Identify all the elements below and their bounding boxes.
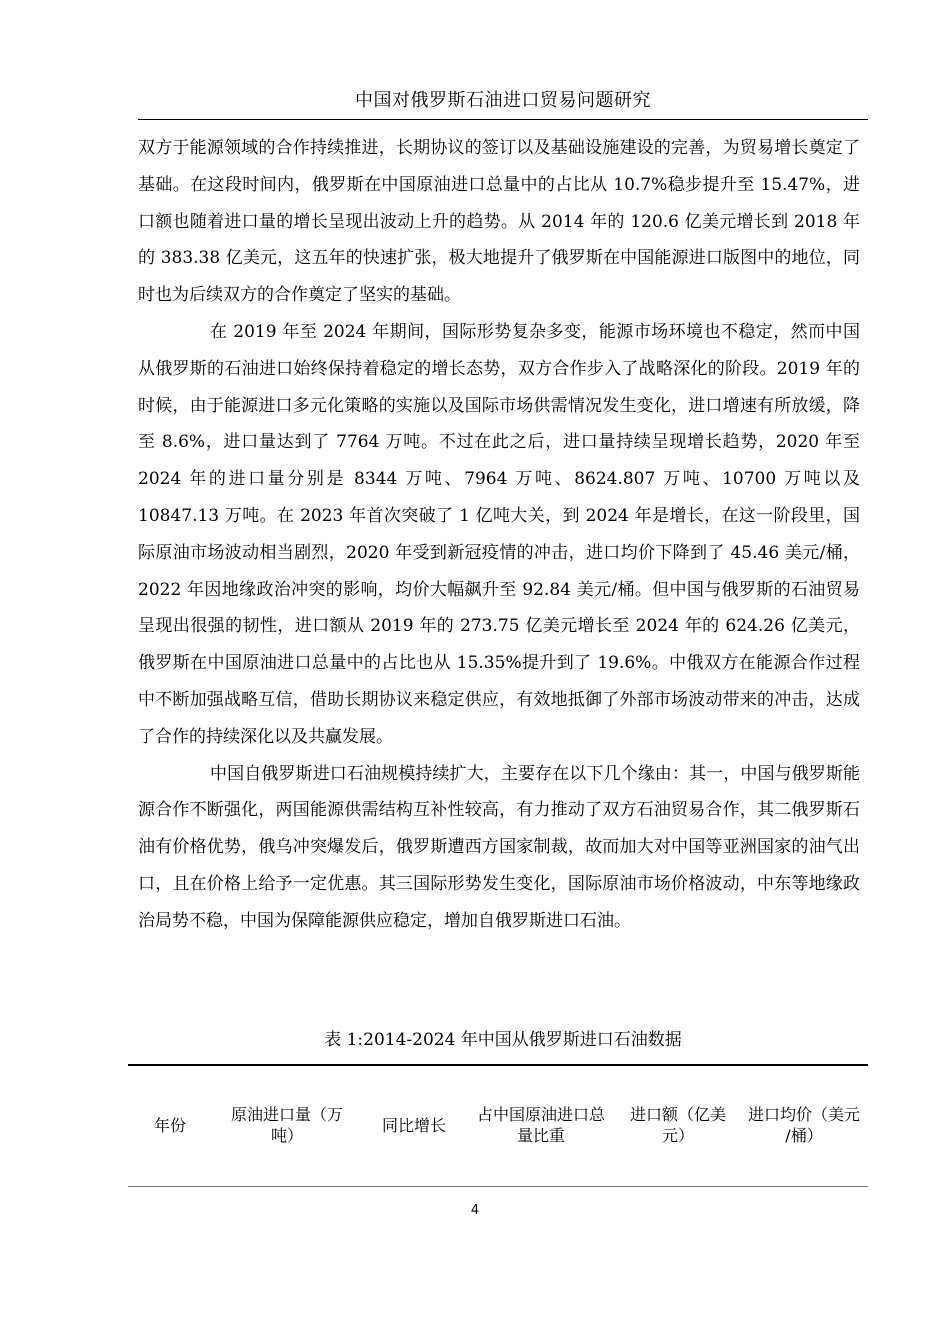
table-header-avg-price: 进口均价（美元 /桶） [748, 1105, 861, 1145]
body-text [138, 130, 860, 940]
table-bottom-rule [128, 1186, 868, 1187]
table-header-import-volume: 原油进口量（万吨） [230, 1105, 343, 1145]
table-header-yoy-growth: 同比增长 [381, 1115, 446, 1135]
header-rule [138, 119, 868, 120]
paragraph-1: 双方于能源领域的合作持续推进，长期协议的签订以及基础设施建设的完善，为贸易增长奠定了基础。在这段时间内，俄罗斯在中国原油进口总量中的占比从 10.7%稳步提升至 15.47%，进口额也随着进口量的增长呈现出波动上升的趋势。从 2014 年的 120.6 亿美元增长到 2018 年的 383.38 亿美元，这五年的快速扩张，极大地提升了俄罗斯在中国能源进口版图中的地位，同时也为后续双方的合作奠定了坚实的基础。 [138, 138, 860, 306]
table-header-import-value: 进口额（亿美元） [629, 1105, 726, 1145]
table-header-row [128, 1066, 868, 1184]
table-header-year: 年份 [153, 1115, 186, 1135]
table-caption: 表 1:2014-2024 年中国从俄罗斯进口石油数据 [324, 1030, 682, 1050]
page-number: 4 [470, 1203, 480, 1218]
table-header-share: 占中国原油进口总量比重 [476, 1105, 605, 1145]
paragraph-3: 中国自俄罗斯进口石油规模持续扩大，主要存在以下几个缘由：其一，中国与俄罗斯能源合作不断强化，两国能源供需结构互补性较高，有力推动了双方石油贸易合作，其二俄罗斯石油有价格优势，俄乌冲突爆发后，俄罗斯遭西方国家制裁，故而加大对中国等亚洲国家的油气出口，且在价格上给予一定优惠。其三国际形势发生变化，国际原油市场价格波动，中东等地缘政治局势不稳，中国为保障能源供应稳定，增加自俄罗斯进口石油。 [138, 763, 860, 931]
running-header-title: 中国对俄罗斯石油进口贸易问题研究 [355, 90, 651, 111]
paragraph-2: 在 2019 年至 2024 年期间，国际形势复杂多变，能源市场环境也不稳定，然而中国从俄罗斯的石油进口始终保持着稳定的增长态势，双方合作步入了战略深化的阶段。2019 年的时候，由于能源进口多元化策略的实施以及国际市场供需情况发生变化，进口增速有所放缓，降至 8.6%，进口量达到了 7764 万吨。不过在此之后，进口量持续呈现增长趋势，2020 年至 2024 年的进口量分别是 8344 万吨、7964 万吨、8624.807 万吨、10700 万吨以及 10847.13 万吨。在 2023 年首次突破了 1 亿吨大关，到 2024 年是增长，在这一阶段里，国际原油市场波动相当剧烈，2020 年受到新冠疫情的冲击，进口均价下降到了 45.46 美元/桶，2022 年因地缘政治冲突的影响，均价大幅飙升至 92.84 美元/桶。但中国与俄罗斯的石油贸易呈现出很强的韧性，进口额从 2019 年的 273.75 亿美元增长至 2024 年的 624.26 亿美元，俄罗斯在中国原油进口总量中的占比也从 15.35%提升到了 19.6%。中俄双方在能源合作过程中不断加强战略互信，借助长期协议来稳定供应，有效地抵御了外部市场波动带来的冲击，达成了合作的持续深化以及共赢发展。 [138, 321, 860, 747]
